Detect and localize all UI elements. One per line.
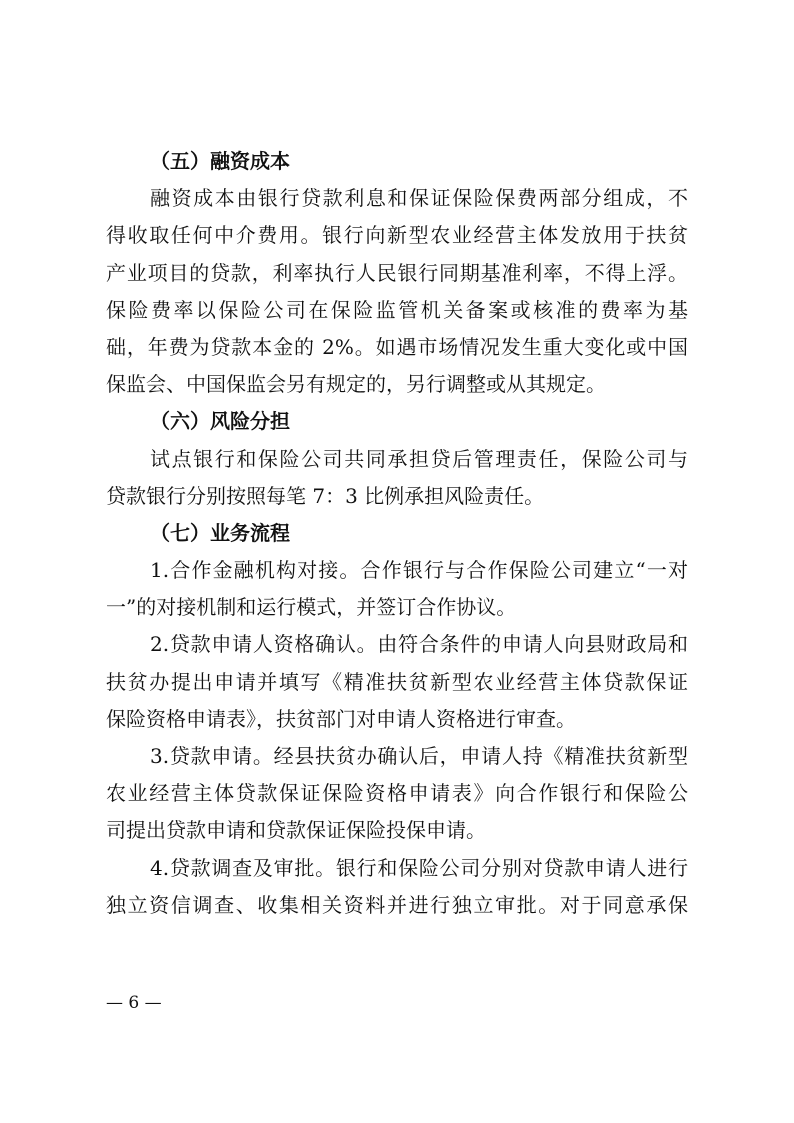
paragraph-line: 融资成本由银行贷款利息和保证保险保费两部分组成，不 (150, 186, 688, 211)
document-body (106, 143, 688, 924)
page-number: — 6 — (106, 993, 162, 1013)
paragraph-line: 得收取任何中介费用。银行向新型农业经营主体发放用于扶贫 (106, 223, 688, 248)
paragraph-line: 贷款银行分别按照每笔 7：3 比例承担风险责任。 (106, 483, 545, 508)
paragraph-line: 础，年费为贷款本金的 2%。如遇市场情况发生重大变化或中国 (106, 334, 688, 359)
paragraph-line: 保监会、中国保监会另有规定的，另行调整或从其规定。 (106, 372, 606, 397)
list-item-line: 司提出贷款申请和贷款保证保险投保申请。 (106, 818, 486, 843)
list-item-line: 2.贷款申请人资格确认。由符合条件的申请人向县财政局和 (150, 632, 688, 657)
list-item-line: 一”的对接机制和运行模式，并签订合作协议。 (106, 595, 517, 620)
section-heading-financing-cost: （五）融资成本 (150, 149, 290, 173)
section-heading-risk-sharing: （六）风险分担 (150, 409, 290, 434)
list-item-line: 1.合作金融机构对接。合作银行与合作保险公司建立“一对 (150, 558, 688, 583)
paragraph-line: 保险费率以保险公司在保险监管机关备案或核准的费率为基 (106, 297, 688, 322)
list-item-line: 独立资信调查、收集相关资料并进行独立审批。对于同意承保 (106, 892, 688, 917)
list-item-line: 扶贫办提出申请并填写《精准扶贫新型农业经营主体贷款保证 (106, 669, 688, 694)
list-item-line: 保险资格申请表》，扶贫部门对申请人资格进行审查。 (106, 706, 576, 731)
list-item-line: 3.贷款申请。经县扶贫办确认后，申请人持《精准扶贫新型 (150, 744, 688, 768)
list-item-line: 农业经营主体贷款保证保险资格申请表》向合作银行和保险公 (106, 781, 688, 806)
paragraph-line: 产业项目的贷款，利率执行人民银行同期基准利率，不得上浮。 (106, 260, 688, 285)
paragraph-line: 试点银行和保险公司共同承担贷后管理责任，保险公司与 (150, 446, 688, 471)
list-item-line: 4.贷款调查及审批。银行和保险公司分别对贷款申请人进行 (150, 855, 688, 880)
section-heading-business-process: （七）业务流程 (150, 520, 290, 545)
